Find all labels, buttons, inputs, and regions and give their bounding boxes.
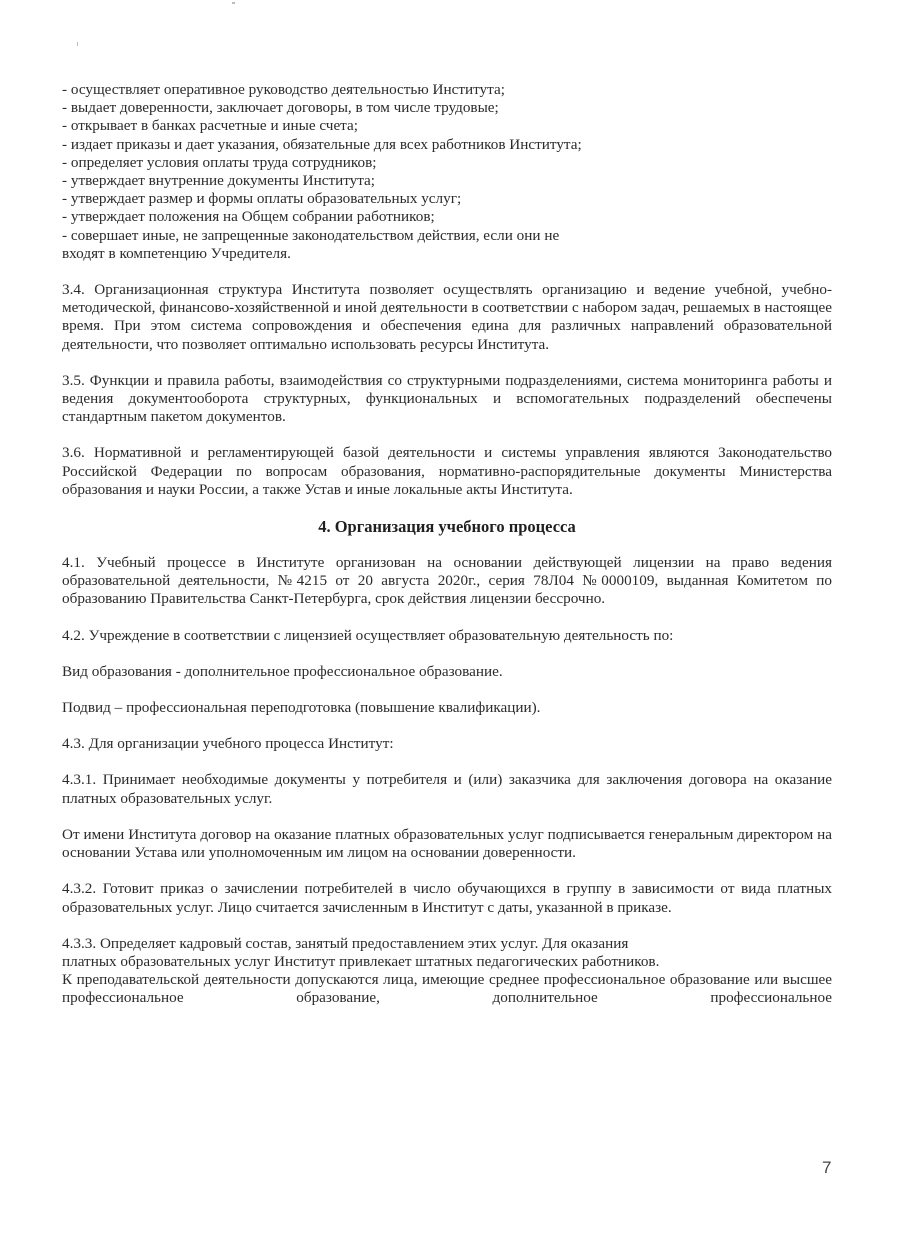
section-heading: 4. Организация учебного процесса [318,517,576,537]
list-item: - определяет условия оплаты труда сотрудников; [62,153,377,171]
list-item: - утверждает размер и формы оплаты образовательных услуг; [62,190,462,208]
list-item: - осуществляет оперативное руководство деятельностью Института; [62,81,505,98]
paragraph-4-2: 4.2. Учреждение в соответствии с лицензией осуществляет образовательную деятельность по: [62,626,674,644]
paragraph-4-3-1: 4.3.1. Принимает необходимые документы у потребителя и (или) заказчика для заключения договора на оказание платных образовательных услуг. [62,771,832,807]
paragraph-contract-signing: От имени Института договор на оказание платных образовательных услуг подписывается генеральным директором на основании Устава или уполномоченным им лицом на основании доверенности. [62,825,832,862]
education-type: Вид образования - дополнительное профессиональное образование. [62,662,503,680]
page-number: 7 [822,1158,832,1177]
paragraph-3-4: 3.4. Организационная структура Института позволяет осуществлять организацию и ведение учебной, учебно-методической, финансово-хозяйственной и иной деятельности в соответствии с набором задач, решаемых в настоящее время. При этом система сопровождения и обеспечения едина для различных направлений образовательной деятельности, что позволяет оптимально использовать ресурсы Института. [62,281,833,353]
list-item: входят в компетенцию Учредителя. [62,244,291,262]
list-item: - открывает в банках расчетные и иные счета; [62,117,358,135]
paragraph-3-5: 3.5. Функции и правила работы, взаимодействия со структурными подразделениями, система мониторинга работы и ведения документооборота структурных, функциональных и вспомогательных подразделений обеспечены стандартным пакетом документов. [62,371,832,426]
paragraph-4-1: 4.1. Учебный процессе в Институте организован на основании действующей лицензии на право ведения образовательной деятельности, №4215 от 20 августа 2020г., серия 78Л04 №0000109, выданная Комитетом по образованию Правительства Санкт-Петербурга, срок действия лицензии бессрочно. [62,554,832,608]
list-item: - утверждает внутренние документы Института; [62,172,376,190]
scan-speck [232,2,235,4]
paragraph-4-3-2: 4.3.2. Готовит приказ о зачислении потребителей в число обучающихся в группу в зависимости от вида платных образовательных услуг. Лицо считается зачисленным в Институт с даты, указанной в приказе. [62,880,832,916]
list-item: - совершает иные, не запрещенные законодательством действия, если они не [62,226,560,244]
document-page [62,81,832,1008]
scan-speck [77,42,78,46]
list-item: - издает приказы и дает указания, обязательные для всех работников Института; [62,135,582,153]
list-item: - выдает доверенности, заключает договоры, в том числе трудовые; [62,99,499,117]
paragraph-teachers: К преподавательской деятельности допускаются лица, имеющие среднее профессиональное образование или высшее профессиональное образование, дополнительное профессиональное [62,971,832,1007]
paragraph-4-3: 4.3. Для организации учебного процесса Институт: [62,735,394,753]
list-item: - утверждает положения на Общем собрании работников; [62,208,435,226]
paragraph-3-6: 3.6. Нормативной и регламентирующей базой деятельности и системы управления являются Законодательство Российской Федерации по вопросам образования, нормативно-распорядительные документы Министерства образования и науки России, а также Устав и иные локальные акты Института. [62,444,832,498]
paragraph-4-3-3-line: платных образовательных услуг Институт привлекает штатных педагогических работников. [62,952,660,970]
paragraph-4-3-3-line: 4.3.3. Определяет кадровый состав, занятый предоставлением этих услуг. Для оказания [62,934,629,952]
education-subtype: Подвид – профессиональная переподготовка (повышение квалификации). [62,699,541,717]
authority-list [62,81,832,263]
